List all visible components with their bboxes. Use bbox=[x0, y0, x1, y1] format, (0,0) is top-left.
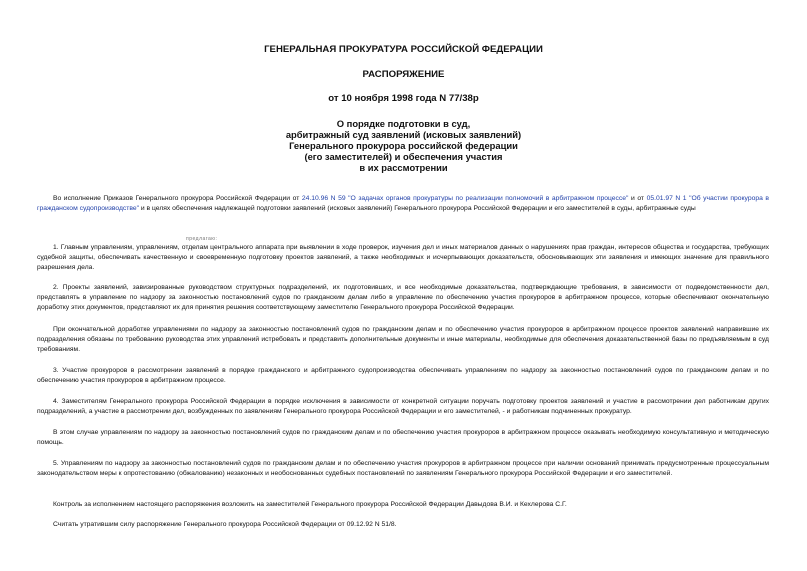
paragraph-4: 4. Заместителям Генерального прокурора Российской Федерации в порядке исключения в зависимости от конкретной ситуации поручать подготовку проектов заявлений и участие в рассмотрении дел работникам других подразделений, а участие в рассмотрении дел, возбужденных по заявлениям Генерального прокурора Российской Федерации и его заместителей, - и работникам подчиненных прокуратур. bbox=[37, 398, 769, 415]
order-59-link[interactable]: 24.10.96 N 59 "О задачах органов прокуратуры по реализации полномочий в арбитражном процессе" bbox=[301, 195, 629, 202]
org-name: ГЕНЕРАЛЬНАЯ ПРОКУРАТУРА РОССИЙСКОЙ ФЕДЕРАЦИИ bbox=[264, 44, 543, 55]
title-line: в их рассмотрении bbox=[359, 162, 448, 173]
title-line: арбитражный суд заявлений (исковых заявлений) bbox=[285, 129, 522, 140]
title-line: О порядке подготовки в суд, bbox=[336, 118, 471, 129]
paragraph-1: 1. Главным управлениям, управлениям, отделам центрального аппарата при выявлении в ходе проверок, изучения дел и иных материалов данных о нарушениях прав граждан, интересов общества и государства, требующих судебной защиты, обеспечивать качественную и своевременную подготовку проектов заявлений, а также необходимых и исчерпывающих доказательств, обосновывающих эти заявления и имеющих значение для правильного разрешения дела. bbox=[37, 244, 769, 271]
intro-paragraph bbox=[37, 194, 769, 214]
title-line: Генерального прокурора российской федерации bbox=[289, 140, 518, 151]
title-line: (его заместителей) и обеспечения участия bbox=[304, 151, 503, 162]
paragraph-5: 5. Управлениям по надзору за законностью постановлений судов по гражданским делам и по обеспечению участия прокуроров в арбитражном процессе при наличии оснований принимать предусмотренные процессуальным законодательством меры к опротестованию (обжалованию) незаконных и необоснованных судебных постановлений по заявлениям Генерального прокурора Российской Федерации и его заместителей. bbox=[37, 460, 769, 477]
document-type: РАСПОРЯЖЕНИЕ bbox=[362, 69, 445, 80]
paragraph-2: 2. Проекты заявлений, завизированные руководством структурных подразделений, их подготовивших, и все необходимые доказательства, подтверждающие требования, в зависимости от подведомственности дел, представлять в управление по надзору за законностью постановлений судов по гражданским делам либо в управление по обеспечению участия прокуроров в арбитражном процессе, которые обеспечивают окончательную доработку этих документов, представляют их для принятия решения соответствующему заместителю Генерального прокурора Российской Федерации. bbox=[37, 284, 769, 311]
intro-text: и в целях обеспечения надлежащей подготовки заявлений (исковых заявлений) Генерального прокурора Российской Федерации и его заместителей в суды, арбитражные суды bbox=[139, 204, 696, 212]
control-paragraph: Контроль за исполнением настоящего распоряжения возложить на заместителей Генерального прокурора Российской Федерации Давыдова В.И. и Кехлерова С.Г. bbox=[53, 501, 567, 508]
document-date: от 10 ноября 1998 года N 77/38р bbox=[328, 93, 479, 104]
order-1-link[interactable]: 05.01.97 N 1 "Об участии прокурора в гражданском судопроизводстве" bbox=[37, 195, 769, 212]
paragraph-4-note: В этом случае управлениям по надзору за законностью постановлений судов по гражданским делам и по обеспечению участия прокуроров в арбитражном процессе оказывать необходимую консультативную и методическую помощь. bbox=[37, 429, 769, 446]
paragraph-3: 3. Участие прокуроров в рассмотрении заявлений в порядке гражданского и арбитражного судопроизводства обеспечивать управлениям по надзору за законностью постановлений судов по гражданским делам и по обеспечению участия прокуроров в арбитражном процессе. bbox=[37, 367, 769, 384]
paragraph-2-note: При окончательной доработке управлениями по надзору за законностью постановлений судов по гражданским делам и по обеспечению участия прокуроров в арбитражном процессе проектов заявлений направившие их подразделения обязаны по требованию руководства этих управлений истребовать и представить дополнительные документы и иные материалы, необходимые для обеспечения доказательственной базы по предъявляемым в суд требованиям. bbox=[37, 326, 769, 353]
predlagayu-label: предлагаю: bbox=[186, 236, 218, 242]
intro-text: Во исполнение Приказов Генерального прокурора Российской Федерации от bbox=[53, 195, 302, 202]
intro-text: и от bbox=[628, 195, 647, 202]
document-title bbox=[0, 118, 807, 173]
repeal-paragraph: Считать утратившим силу распоряжение Генерального прокурора Российской Федерации от 09.12.92 N 51/8. bbox=[53, 521, 397, 528]
